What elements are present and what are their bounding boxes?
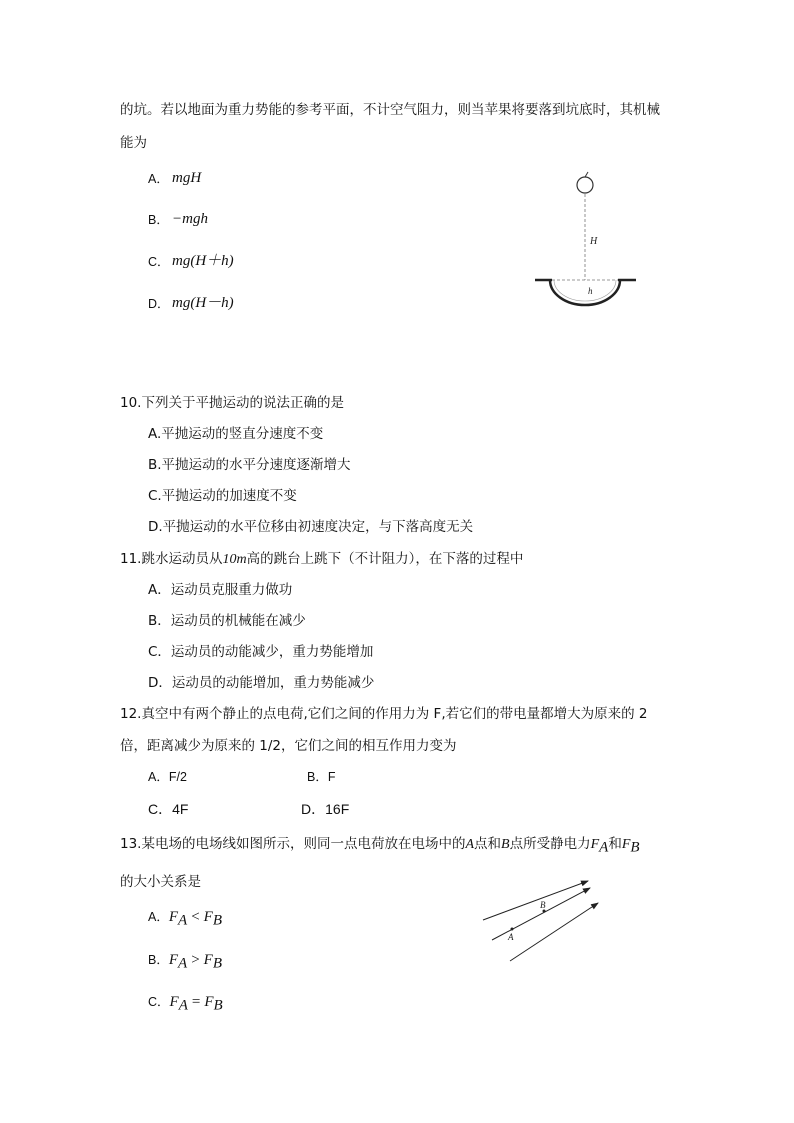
pit-inner-curve [554,280,616,301]
q10-stem: 10.下列关于平抛运动的说法正确的是 [120,395,344,411]
q11-stem-math: 10m [222,552,247,567]
q12-option-a-text: F/2 [168,770,187,784]
q10-option-a: A.平抛运动的竖直分速度不变 [148,426,324,442]
q11-option-d: D．运动员的动能增加，重力势能减少 [148,675,375,691]
q13-option-a-letter: A． [148,910,169,924]
q13-force-b: F [621,837,631,852]
q12-option-c-letter: C． [148,801,173,817]
q13-option-b-rhs: F [203,952,213,968]
q10-option-c: C.平抛运动的加速度不变 [148,488,297,504]
q13-stem-line2: 的大小关系是 [120,874,201,890]
q13-option-b-rhs-sub: B [212,955,222,972]
q13-field-lines-figure [478,874,608,966]
q11-stem [120,553,523,567]
field-line-2 [492,888,590,940]
point-a-marker [511,928,514,931]
q12-option-d [301,802,349,816]
q13-option-b-lhs-sub: A [178,955,188,972]
q10-option-d: D.平抛运动的水平位移由初速度决定，与下落高度无关 [148,519,474,535]
q11-option-c: C．运动员的动能减少，重力势能增加 [148,644,374,660]
q9-stem-line2: 能为 [120,135,147,151]
label-B: B [540,900,546,910]
q13-force-a-sub: A [599,839,609,856]
q9-option-d-text: mg(H－h) [172,295,234,311]
q12-option-c-text: 4F [172,801,189,817]
q11-option-b: B．运动员的机械能在减少 [148,613,306,629]
q12-option-d-text: 16F [325,801,350,817]
q9-option-c-text: mg(H＋h) [172,253,234,269]
q11-stem-b: 高的跳台上跳下（不计阻力），在下落的过程中 [246,551,524,567]
q13-option-c-lhs: F [169,994,179,1010]
q13-option-c-letter: C． [148,995,170,1009]
q13-option-a-op: < [191,909,200,925]
label-h: h [588,286,593,296]
q9-stem-line1: 的坑。若以地面为重力势能的参考平面，不计空气阻力，则当苹果将要落到坑底时，其机械 [120,102,660,118]
q10-option-b: B.平抛运动的水平分速度逐渐增大 [148,457,351,473]
q13-option-a-rhs: F [203,909,213,925]
label-A: A [508,932,514,942]
q9-apple-pit-figure [530,168,642,310]
q12-option-a [148,771,187,784]
q13-point-b: B [501,837,510,852]
q13-option-a-lhs: F [168,909,179,925]
q13-stem-d: 和 [608,836,622,852]
q12-option-b-letter: B． [307,770,328,784]
q13-option-c-lhs-sub: A [178,997,188,1014]
q13-stem-a: 13.某电场的电场线如图所示，则同一点电荷放在电场中的 [120,836,466,852]
q12-option-a-letter: A． [148,770,169,784]
q9-option-b-letter: B． [148,213,169,227]
q9-option-a-letter: A． [148,172,169,186]
q13-force-b-sub: B [630,839,640,856]
q12-option-b [307,771,335,784]
q13-stem-b: 点和 [474,836,502,852]
q13-option-a-rhs-sub: B [212,912,222,929]
q13-option-c-op: = [191,994,201,1010]
q12-option-c [148,802,188,816]
apple-icon [577,177,593,193]
q13-option-c [148,995,223,1014]
q12-option-d-letter: D． [301,801,326,817]
q13-option-b-letter: B． [148,953,169,967]
q13-option-b-op: > [191,952,200,968]
q11-option-a: A．运动员克服重力做功 [148,582,293,598]
q9-option-a-text: mgH [172,170,202,186]
q13-force-a: F [590,837,600,852]
q12-stem-line2: 倍，距离减少为原来的 1/2，它们之间的相互作用力变为 [120,738,457,754]
q9-option-d-letter: D． [148,297,170,311]
q13-option-a [148,910,222,929]
q9-option-b-text: −mgh [172,211,208,227]
q13-option-b [148,953,222,972]
field-line-1 [483,881,588,920]
q13-point-a: A [465,837,475,852]
q11-stem-a: 11.跳水运动员从 [120,551,223,567]
q13-option-c-rhs: F [204,994,214,1010]
q13-option-c-rhs-sub: B [213,997,223,1014]
q12-stem-line1: 12.真空中有两个静止的点电荷,它们之间的作用力为 F,若它们的带电量都增大为原来的 2 [120,706,648,722]
q13-stem-line1 [120,838,640,856]
label-H: H [590,236,598,247]
q12-option-b-text: F [327,770,336,784]
apple-stem-icon [585,172,588,177]
q9-option-c-letter: C． [148,255,170,269]
q13-stem-c: 点所受静电力 [509,836,591,852]
field-line-3 [510,903,598,961]
q13-option-b-lhs: F [168,952,179,968]
q13-option-a-lhs-sub: A [178,912,188,929]
